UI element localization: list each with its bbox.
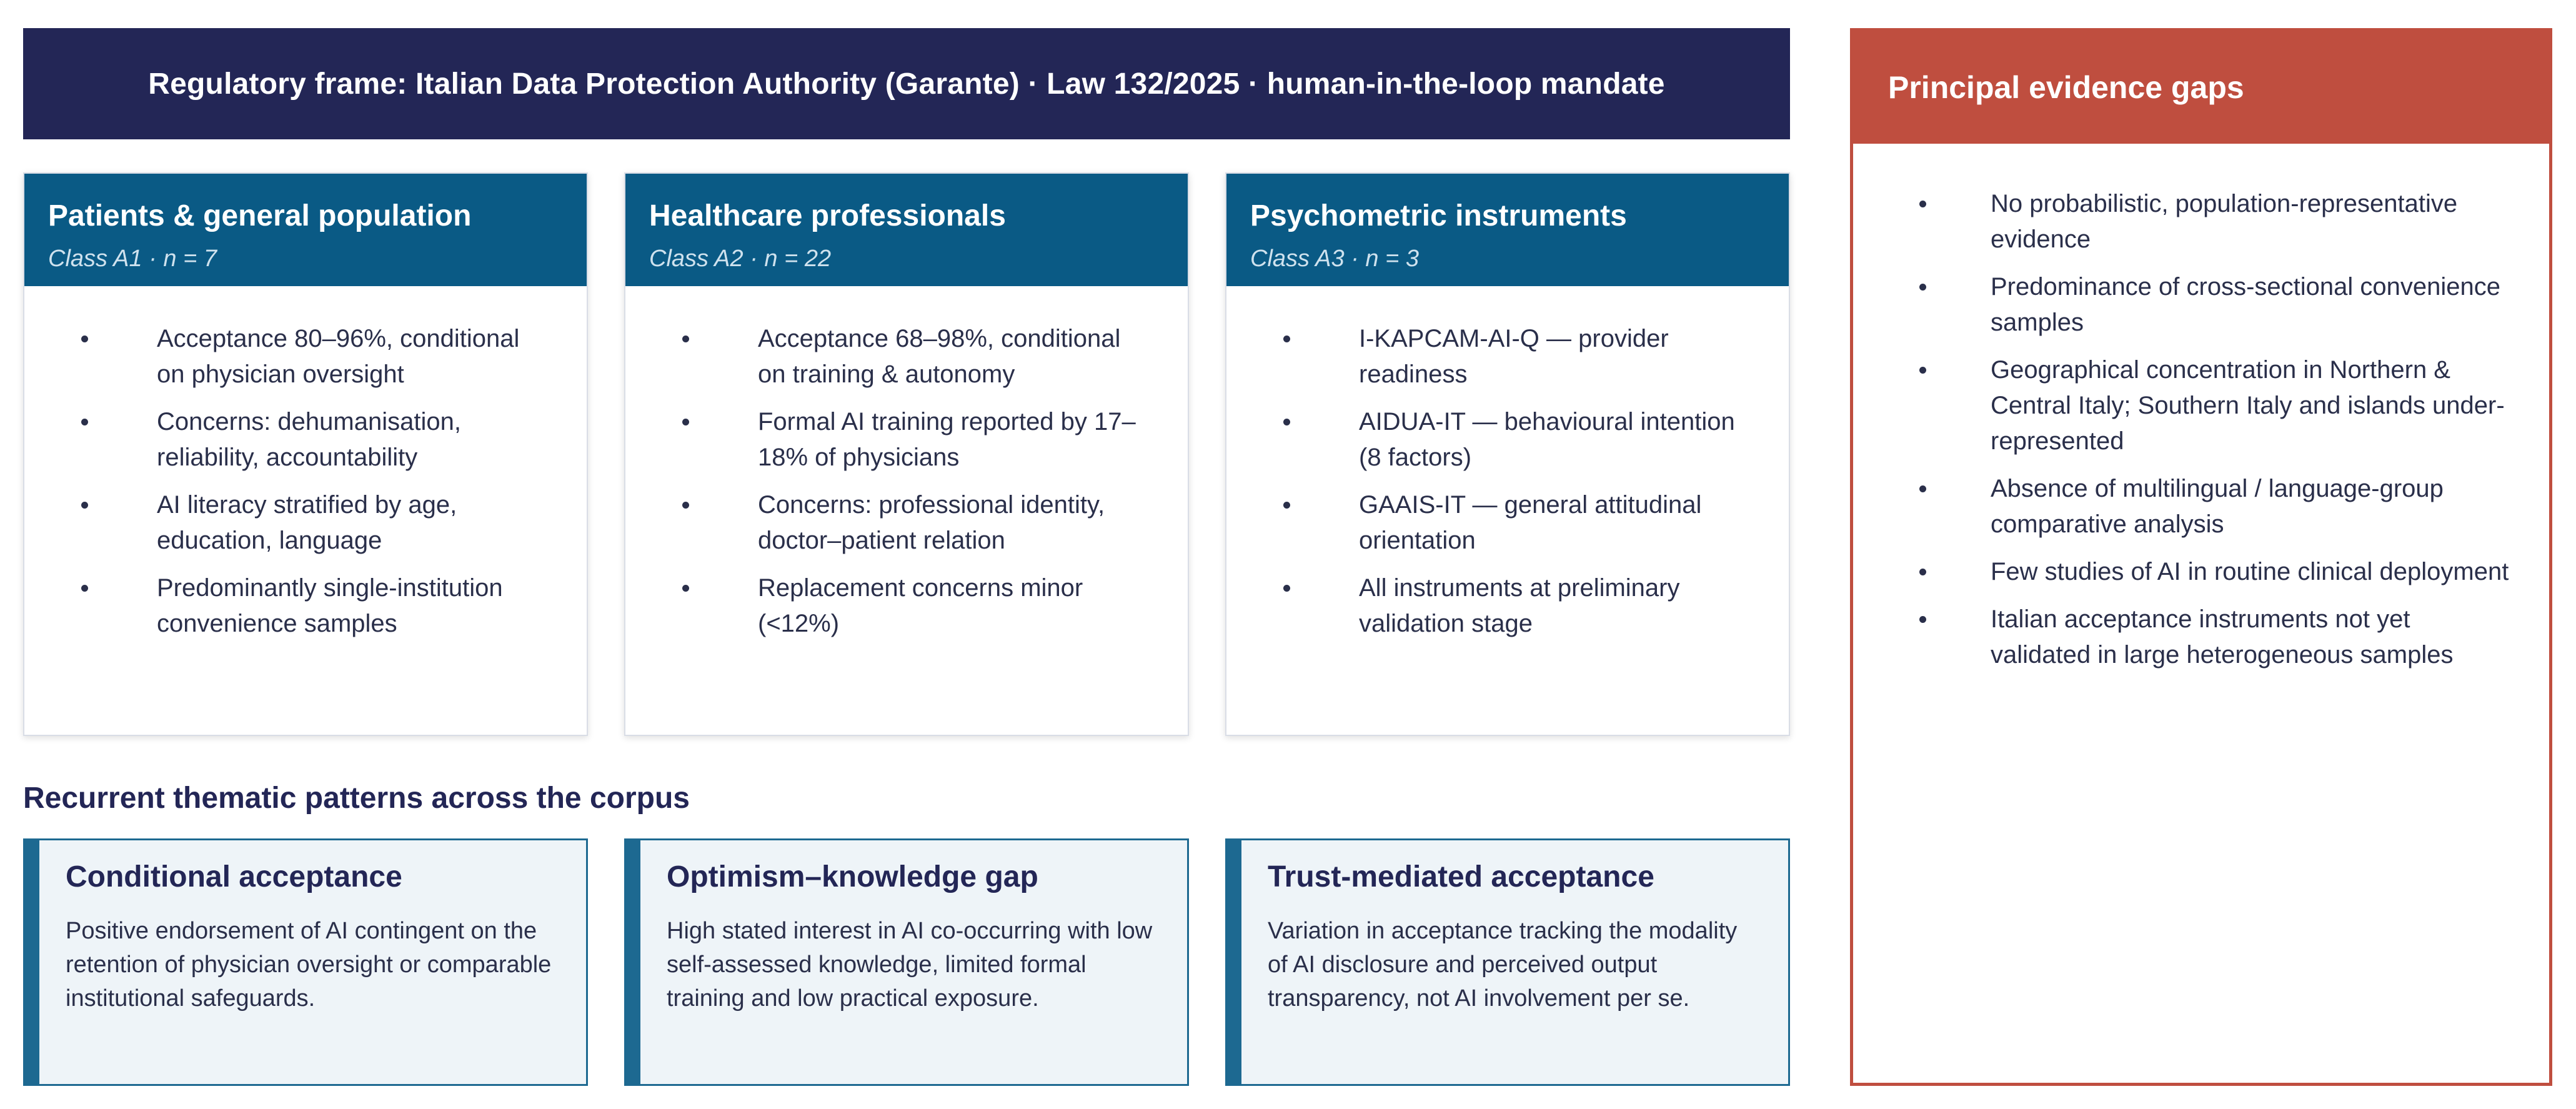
theme-card-optimism-knowledge-gap bbox=[624, 838, 1189, 1086]
class-card-title: Healthcare professionals bbox=[649, 199, 1006, 232]
banner-text: Regulatory frame: Italian Data Protection Authority (Garante) · Law 132/2025 · human-in-the-loop mandate bbox=[148, 67, 1665, 101]
bullet-item: No probabilistic, population-representative evidence bbox=[1991, 186, 2512, 257]
bullet-item: Geographical concentration in Northern & Central Italy; Southern Italy and islands under-represented bbox=[1991, 352, 2512, 459]
bullet-dot-icon bbox=[682, 419, 689, 425]
bullet-item: I-KAPCAM-AI-Q — provider readiness bbox=[1359, 321, 1751, 392]
class-card-header bbox=[1226, 174, 1789, 286]
class-card-bullets bbox=[1226, 286, 1789, 642]
bullet-dot-icon bbox=[1919, 284, 1926, 291]
bullet-item: Formal AI training reported by 17–18% of physicians bbox=[758, 404, 1150, 475]
bullet-item: AIDUA-IT — behavioural intention (8 factors) bbox=[1359, 404, 1751, 475]
bullet-item: GAAIS-IT — general attitudinal orientation bbox=[1359, 487, 1751, 559]
bullet-dot-icon bbox=[1283, 502, 1290, 509]
bullet-item: Predominance of cross-sectional convenience samples bbox=[1991, 269, 2512, 341]
bullet-item: Concerns: professional identity, doctor–patient relation bbox=[758, 487, 1150, 559]
bullet-dot-icon bbox=[682, 502, 689, 509]
bullet-item: Concerns: dehumanisation, reliability, accountability bbox=[157, 404, 549, 475]
bullet-dot-icon bbox=[1919, 201, 1926, 207]
bullet-dot-icon bbox=[1283, 419, 1290, 425]
class-card-subtitle: Class A1 · n = 7 bbox=[48, 246, 217, 272]
class-card-title: Psychometric instruments bbox=[1250, 199, 1627, 232]
class-card-instruments bbox=[1225, 172, 1790, 736]
regulatory-frame-banner bbox=[23, 28, 1790, 139]
bullet-dot-icon bbox=[81, 419, 88, 425]
class-card-title: Patients & general population bbox=[48, 199, 472, 232]
evidence-gaps-header bbox=[1853, 31, 2549, 144]
class-card-header bbox=[625, 174, 1188, 286]
theme-title: Optimism–knowledge gap bbox=[667, 860, 1038, 893]
class-card-header bbox=[24, 174, 587, 286]
theme-card-conditional-acceptance bbox=[23, 838, 588, 1086]
theme-card-trust-mediated-acceptance bbox=[1225, 838, 1790, 1086]
class-card-subtitle: Class A2 · n = 22 bbox=[649, 246, 832, 272]
bullet-dot-icon bbox=[682, 336, 689, 342]
bullet-dot-icon bbox=[81, 585, 88, 592]
patterns-heading: Recurrent thematic patterns across the corpus bbox=[23, 782, 690, 815]
bullet-item: Acceptance 68–98%, conditional on training & autonomy bbox=[758, 321, 1150, 392]
bullet-dot-icon bbox=[1283, 336, 1290, 342]
theme-text: Variation in acceptance tracking the modality of AI disclosure and perceived output transparency, not AI involvement per se. bbox=[1268, 917, 1738, 1012]
bullet-dot-icon bbox=[81, 336, 88, 342]
bullet-dot-icon bbox=[1919, 367, 1926, 374]
bullet-item: Absence of multilingual / language-group comparative analysis bbox=[1991, 471, 2512, 542]
bullet-item: AI literacy stratified by age, education, language bbox=[157, 487, 549, 559]
bullet-item: Few studies of AI in routine clinical deployment bbox=[1991, 554, 2512, 590]
bullet-dot-icon bbox=[1919, 485, 1926, 492]
bullet-item: Predominantly single-institution convenience samples bbox=[157, 570, 549, 642]
theme-title: Conditional acceptance bbox=[66, 860, 402, 893]
bullet-dot-icon bbox=[81, 502, 88, 509]
bullet-item: All instruments at preliminary validation stage bbox=[1359, 570, 1751, 642]
evidence-gaps-panel bbox=[1850, 28, 2552, 1086]
theme-text: High stated interest in AI co-occurring with low self-assessed knowledge, limited formal training and low practical exposure. bbox=[667, 917, 1153, 1012]
evidence-gaps-bullets bbox=[1853, 144, 2549, 673]
bullet-dot-icon bbox=[1919, 616, 1926, 623]
class-card-subtitle: Class A3 · n = 3 bbox=[1250, 246, 1419, 272]
class-card-bullets bbox=[24, 286, 587, 642]
class-card-professionals bbox=[624, 172, 1189, 736]
theme-text: Positive endorsement of AI contingent on the retention of physician oversight or comparable institutional safeguards. bbox=[66, 917, 552, 1012]
bullet-dot-icon bbox=[1283, 585, 1290, 592]
class-card-patients bbox=[23, 172, 588, 736]
bullet-item: Italian acceptance instruments not yet validated in large heterogeneous samples bbox=[1991, 602, 2512, 673]
bullet-dot-icon bbox=[1919, 569, 1926, 575]
class-card-bullets bbox=[625, 286, 1188, 642]
bullet-item: Acceptance 80–96%, conditional on physician oversight bbox=[157, 321, 549, 392]
theme-title: Trust-mediated acceptance bbox=[1268, 860, 1654, 893]
evidence-gaps-title: Principal evidence gaps bbox=[1888, 70, 2244, 105]
bullet-item: Replacement concerns minor (<12%) bbox=[758, 570, 1150, 642]
bullet-dot-icon bbox=[682, 585, 689, 592]
